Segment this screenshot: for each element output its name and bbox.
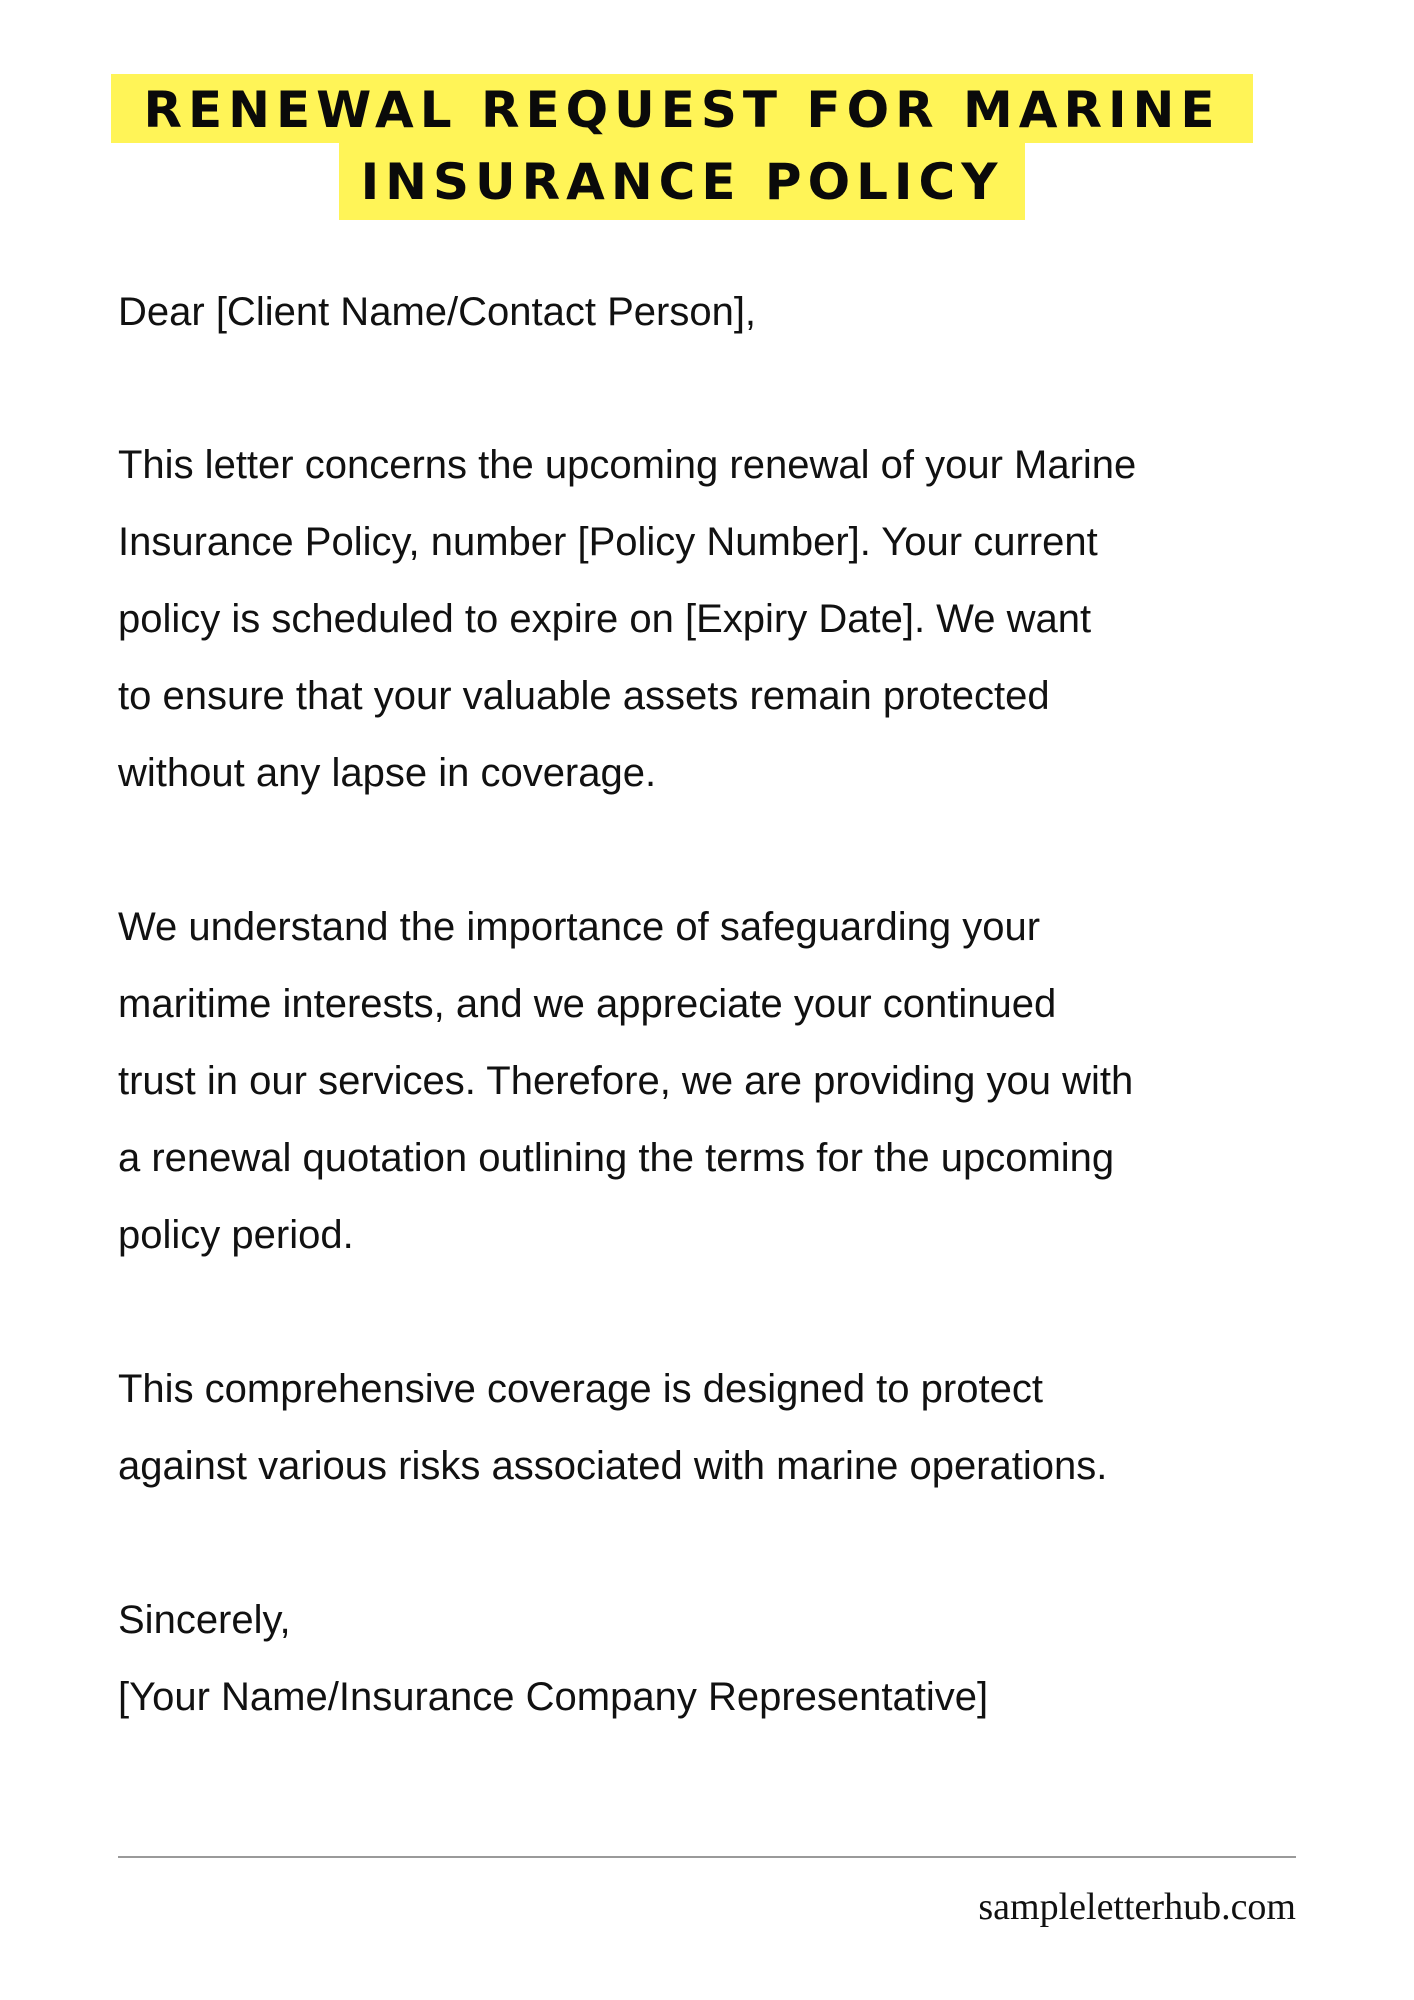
paragraph-line: a renewal quotation outlining the terms for the upcoming: [118, 1136, 1115, 1180]
title-line-2: INSURANCE POLICY: [339, 143, 1025, 220]
paragraph-line: maritime interests, and we appreciate your continued: [118, 982, 1057, 1026]
closing: Sincerely,: [118, 1598, 291, 1642]
paragraph-line: policy period.: [118, 1213, 354, 1257]
paragraph-line: Insurance Policy, number [Policy Number]. Your current: [118, 520, 1098, 564]
paragraph-line: policy is scheduled to expire on [Expiry Date]. We want: [118, 597, 1092, 641]
paragraph-line: We understand the importance of safeguarding your: [118, 905, 1041, 949]
signature: [Your Name/Insurance Company Representative]: [118, 1675, 989, 1719]
title-line-1: RENEWAL REQUEST FOR MARINE: [111, 74, 1253, 143]
footer-divider: [118, 1856, 1296, 1858]
paragraph-line: to ensure that your valuable assets remain protected: [118, 674, 1050, 718]
paragraph-line: This comprehensive coverage is designed to protect: [118, 1367, 1043, 1411]
paragraph-line: trust in our services. Therefore, we are providing you with: [118, 1059, 1134, 1103]
paragraph-line: This letter concerns the upcoming renewal of your Marine: [118, 443, 1137, 487]
salutation: Dear [Client Name/Contact Person],: [118, 290, 757, 334]
paragraph-line: without any lapse in coverage.: [118, 751, 657, 795]
footer-website: sampleletterhub.com: [978, 1886, 1296, 1928]
paragraph-line: against various risks associated with marine operations.: [118, 1444, 1108, 1488]
